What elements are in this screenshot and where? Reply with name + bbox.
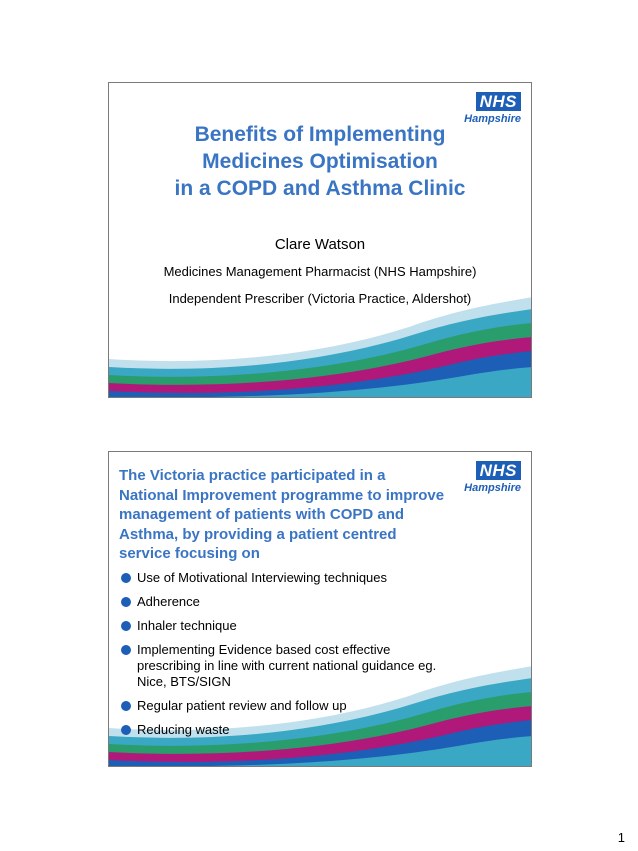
- bullet-dot-icon: [121, 573, 131, 583]
- nhs-badge: NHS: [476, 461, 521, 480]
- bullet-item: [121, 618, 521, 634]
- heading-line: service focusing on: [119, 545, 260, 562]
- bullet-text: Inhaler technique: [137, 618, 237, 633]
- bullet-item: [121, 698, 521, 714]
- page-number: 1: [617, 830, 625, 845]
- bullet-item: [121, 594, 521, 610]
- bullet-dot-icon: [121, 597, 131, 607]
- decorative-waves: [109, 247, 532, 397]
- slide-title: [109, 121, 531, 202]
- bullet-item: [121, 722, 521, 738]
- slide-2: [108, 451, 532, 767]
- nhs-region: Hampshire: [464, 113, 521, 125]
- title-line: Medicines Optimisation: [202, 150, 438, 173]
- bullet-dot-icon: [121, 725, 131, 735]
- author-name: Clare Watson: [274, 236, 366, 253]
- slide-1: [108, 82, 532, 398]
- bullet-item: [121, 570, 521, 586]
- author-role: Medicines Management Pharmacist (NHS Hampshire): [163, 264, 477, 279]
- bullet-text: Reducing waste: [137, 722, 230, 737]
- nhs-badge: NHS: [476, 92, 521, 111]
- slide-heading: [119, 466, 509, 564]
- bullet-text: Use of Motivational Interviewing techniques: [137, 570, 388, 585]
- heading-line: management of patients with COPD and: [119, 506, 405, 523]
- heading-line: The Victoria practice participated in a: [119, 467, 386, 484]
- bullet-text: Regular patient review and follow up: [137, 698, 347, 713]
- bullet-text-continued: Nice, BTS/SIGN: [137, 674, 231, 689]
- bullet-dot-icon: [121, 645, 131, 655]
- nhs-region: Hampshire: [464, 482, 521, 494]
- bullet-item: [121, 642, 521, 690]
- bullet-dot-icon: [121, 701, 131, 711]
- bullet-text-continued: prescribing in line with current national guidance eg.: [137, 658, 437, 673]
- bullet-text: Adherence: [137, 594, 200, 609]
- title-line: Benefits of Implementing: [194, 123, 446, 146]
- title-line: in a COPD and Asthma Clinic: [174, 177, 466, 200]
- heading-line: National Improvement programme to improve: [119, 486, 445, 504]
- bullet-dot-icon: [121, 621, 131, 631]
- author-role-2: Independent Prescriber (Victoria Practice, Aldershot): [168, 291, 472, 306]
- bullet-text: Implementing Evidence based cost effective: [137, 642, 391, 657]
- heading-line: Asthma, by providing a patient centred: [119, 525, 397, 543]
- bullet-list: [121, 570, 521, 746]
